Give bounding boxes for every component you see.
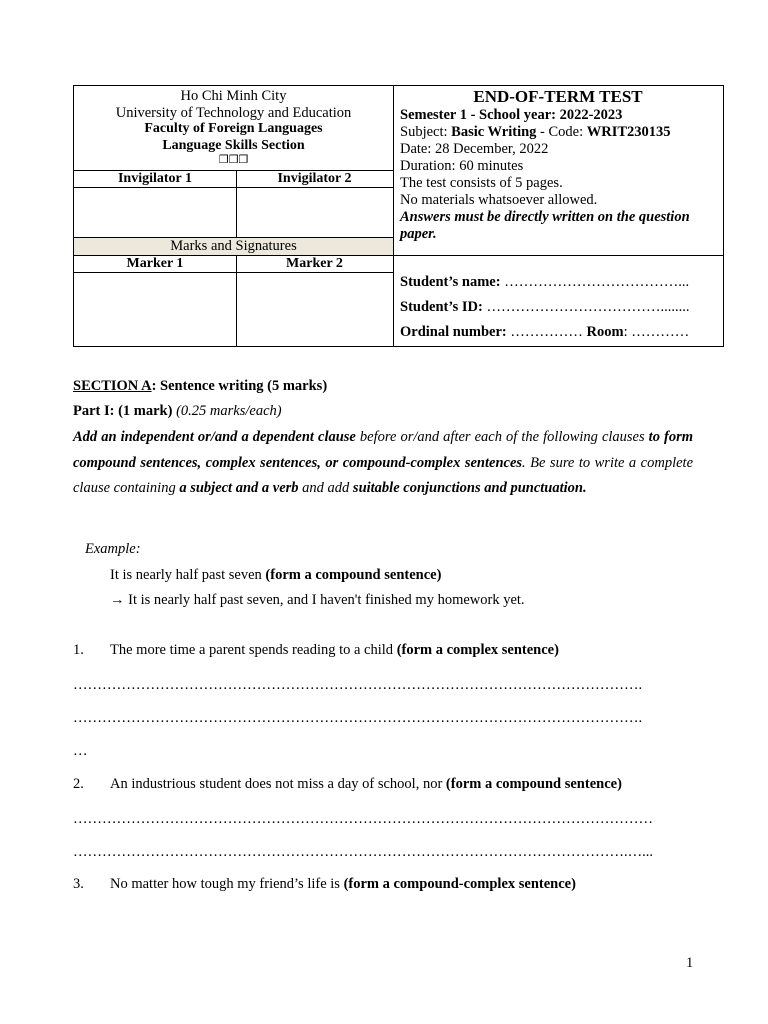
marker-2-signature-box[interactable] xyxy=(236,273,393,346)
answer-line[interactable]: ………………………………………………………………………………………………………… xyxy=(73,811,653,827)
test-date: Date: 28 December, 2022 xyxy=(400,141,549,157)
ornament-icon: ❒❒❒ xyxy=(218,154,249,166)
institution-block xyxy=(74,86,393,170)
part-1-note: (0.25 marks/each) xyxy=(172,403,282,419)
room-label: Room xyxy=(582,324,624,340)
part-1-instructions xyxy=(73,425,693,502)
ordinal-room-line[interactable] xyxy=(400,320,717,345)
question-number: 3. xyxy=(73,876,84,892)
student-name-label: Student’s name: xyxy=(400,274,505,290)
instruction-text: and add xyxy=(298,480,353,496)
divider xyxy=(236,255,237,346)
university: University of Technology and Education xyxy=(115,104,352,121)
question-3 xyxy=(73,875,576,893)
marker-2-heading: Marker 2 xyxy=(286,256,343,271)
answer-line[interactable]: ………………………………………………………………………………………………………. xyxy=(73,677,643,693)
question-text: The more time a parent spends reading to a child xyxy=(110,642,397,658)
answer-line[interactable]: …………………………………………………………………………………………………….…... xyxy=(73,844,653,860)
divider xyxy=(236,170,237,238)
example-label: Example: xyxy=(85,541,141,557)
question-form: (form a compound sentence) xyxy=(445,776,622,792)
question-text: An industrious student does not miss a day of school, nor xyxy=(110,776,446,792)
instruction-text: before or/and after each of the following clauses xyxy=(355,429,649,445)
header-table xyxy=(73,85,724,347)
code-label: - Code: xyxy=(536,124,587,140)
page-count: The test consists of 5 pages. xyxy=(400,175,563,191)
subject-name: Basic Writing xyxy=(451,124,537,140)
semester: Semester 1 - School year: 2022-2023 xyxy=(400,107,623,123)
test-title: END-OF-TERM TEST xyxy=(473,87,643,106)
section-a-heading xyxy=(73,376,693,396)
example-prompt xyxy=(110,566,441,584)
question-form: (form a compound-complex sentence) xyxy=(343,876,576,892)
ordinal-field[interactable]: …………… xyxy=(510,324,583,340)
subject-prefix: Subject: xyxy=(400,124,452,140)
invigilator-2-signature-box[interactable] xyxy=(236,188,393,238)
section-a-title: : Sentence writing (5 marks) xyxy=(151,378,328,394)
page-number: 1 xyxy=(686,955,694,971)
student-id-line[interactable] xyxy=(400,295,717,320)
arrow-right-icon: → xyxy=(110,592,125,608)
duration: Duration: 60 minutes xyxy=(400,158,524,174)
part-1-heading xyxy=(73,401,693,421)
question-form: (form a complex sentence) xyxy=(396,642,559,658)
header-left-panel xyxy=(74,86,394,346)
section-a-label: SECTION A xyxy=(73,378,152,394)
question-1 xyxy=(73,641,559,659)
question-text: No matter how tough my friend’s life is xyxy=(110,876,344,892)
city: Ho Chi Minh City xyxy=(180,88,287,104)
student-name-line[interactable] xyxy=(400,270,717,295)
materials-rule: No materials whatsoever allowed. xyxy=(400,192,598,208)
student-info xyxy=(400,270,717,345)
marks-and-signatures-band: Marks and Signatures xyxy=(74,238,393,255)
marker-1-signature-box[interactable] xyxy=(74,273,236,346)
part-1-label: Part I: (1 mark) xyxy=(73,403,173,419)
instruction-emphasis: to form compound sentences, complex sentences, or compound-complex sentences xyxy=(73,429,693,471)
room-field[interactable]: : ………… xyxy=(623,324,690,340)
answer-line[interactable]: … xyxy=(73,743,88,759)
example-answer xyxy=(110,591,525,609)
student-id-label: Student’s ID: xyxy=(400,299,487,315)
invigilator-1-heading: Invigilator 1 xyxy=(117,171,193,186)
example-prompt-text: It is nearly half past seven xyxy=(110,567,266,583)
example-prompt-form: (form a compound sentence) xyxy=(265,567,442,583)
answer-line[interactable]: ………………………………………………………………………………………………………. xyxy=(73,710,643,726)
ordinal-label: Ordinal number: xyxy=(400,324,511,340)
student-id-field[interactable]: ………………………………........ xyxy=(486,299,690,315)
header-right-panel xyxy=(393,86,723,346)
example-answer-text: It is nearly half past seven, and I haven't finished my homework yet. xyxy=(124,592,525,608)
instruction-emphasis: a subject and a verb xyxy=(179,480,299,496)
faculty: Faculty of Foreign Languages xyxy=(144,121,323,136)
instruction-emphasis: suitable conjunctions and punctuation. xyxy=(352,480,587,496)
divider xyxy=(393,255,723,256)
question-2 xyxy=(73,775,622,793)
course-code: WRIT230135 xyxy=(586,124,671,140)
instruction-emphasis: Add an independent or/and a dependent clause xyxy=(73,429,356,445)
subject-line xyxy=(400,124,717,141)
question-number: 1. xyxy=(73,642,84,658)
invigilator-1-signature-box[interactable] xyxy=(74,188,236,238)
section-name: Language Skills Section xyxy=(162,137,305,153)
instruction-text: . Be sure to write a complete clause containing xyxy=(73,454,693,496)
invigilator-2-heading: Invigilator 2 xyxy=(277,171,352,186)
test-info xyxy=(400,107,717,243)
student-name-field[interactable]: ………………………………... xyxy=(504,274,690,290)
answer-rule: Answers must be directly written on the question paper. xyxy=(400,209,690,242)
question-number: 2. xyxy=(73,776,84,792)
marker-1-heading: Marker 1 xyxy=(126,256,184,271)
